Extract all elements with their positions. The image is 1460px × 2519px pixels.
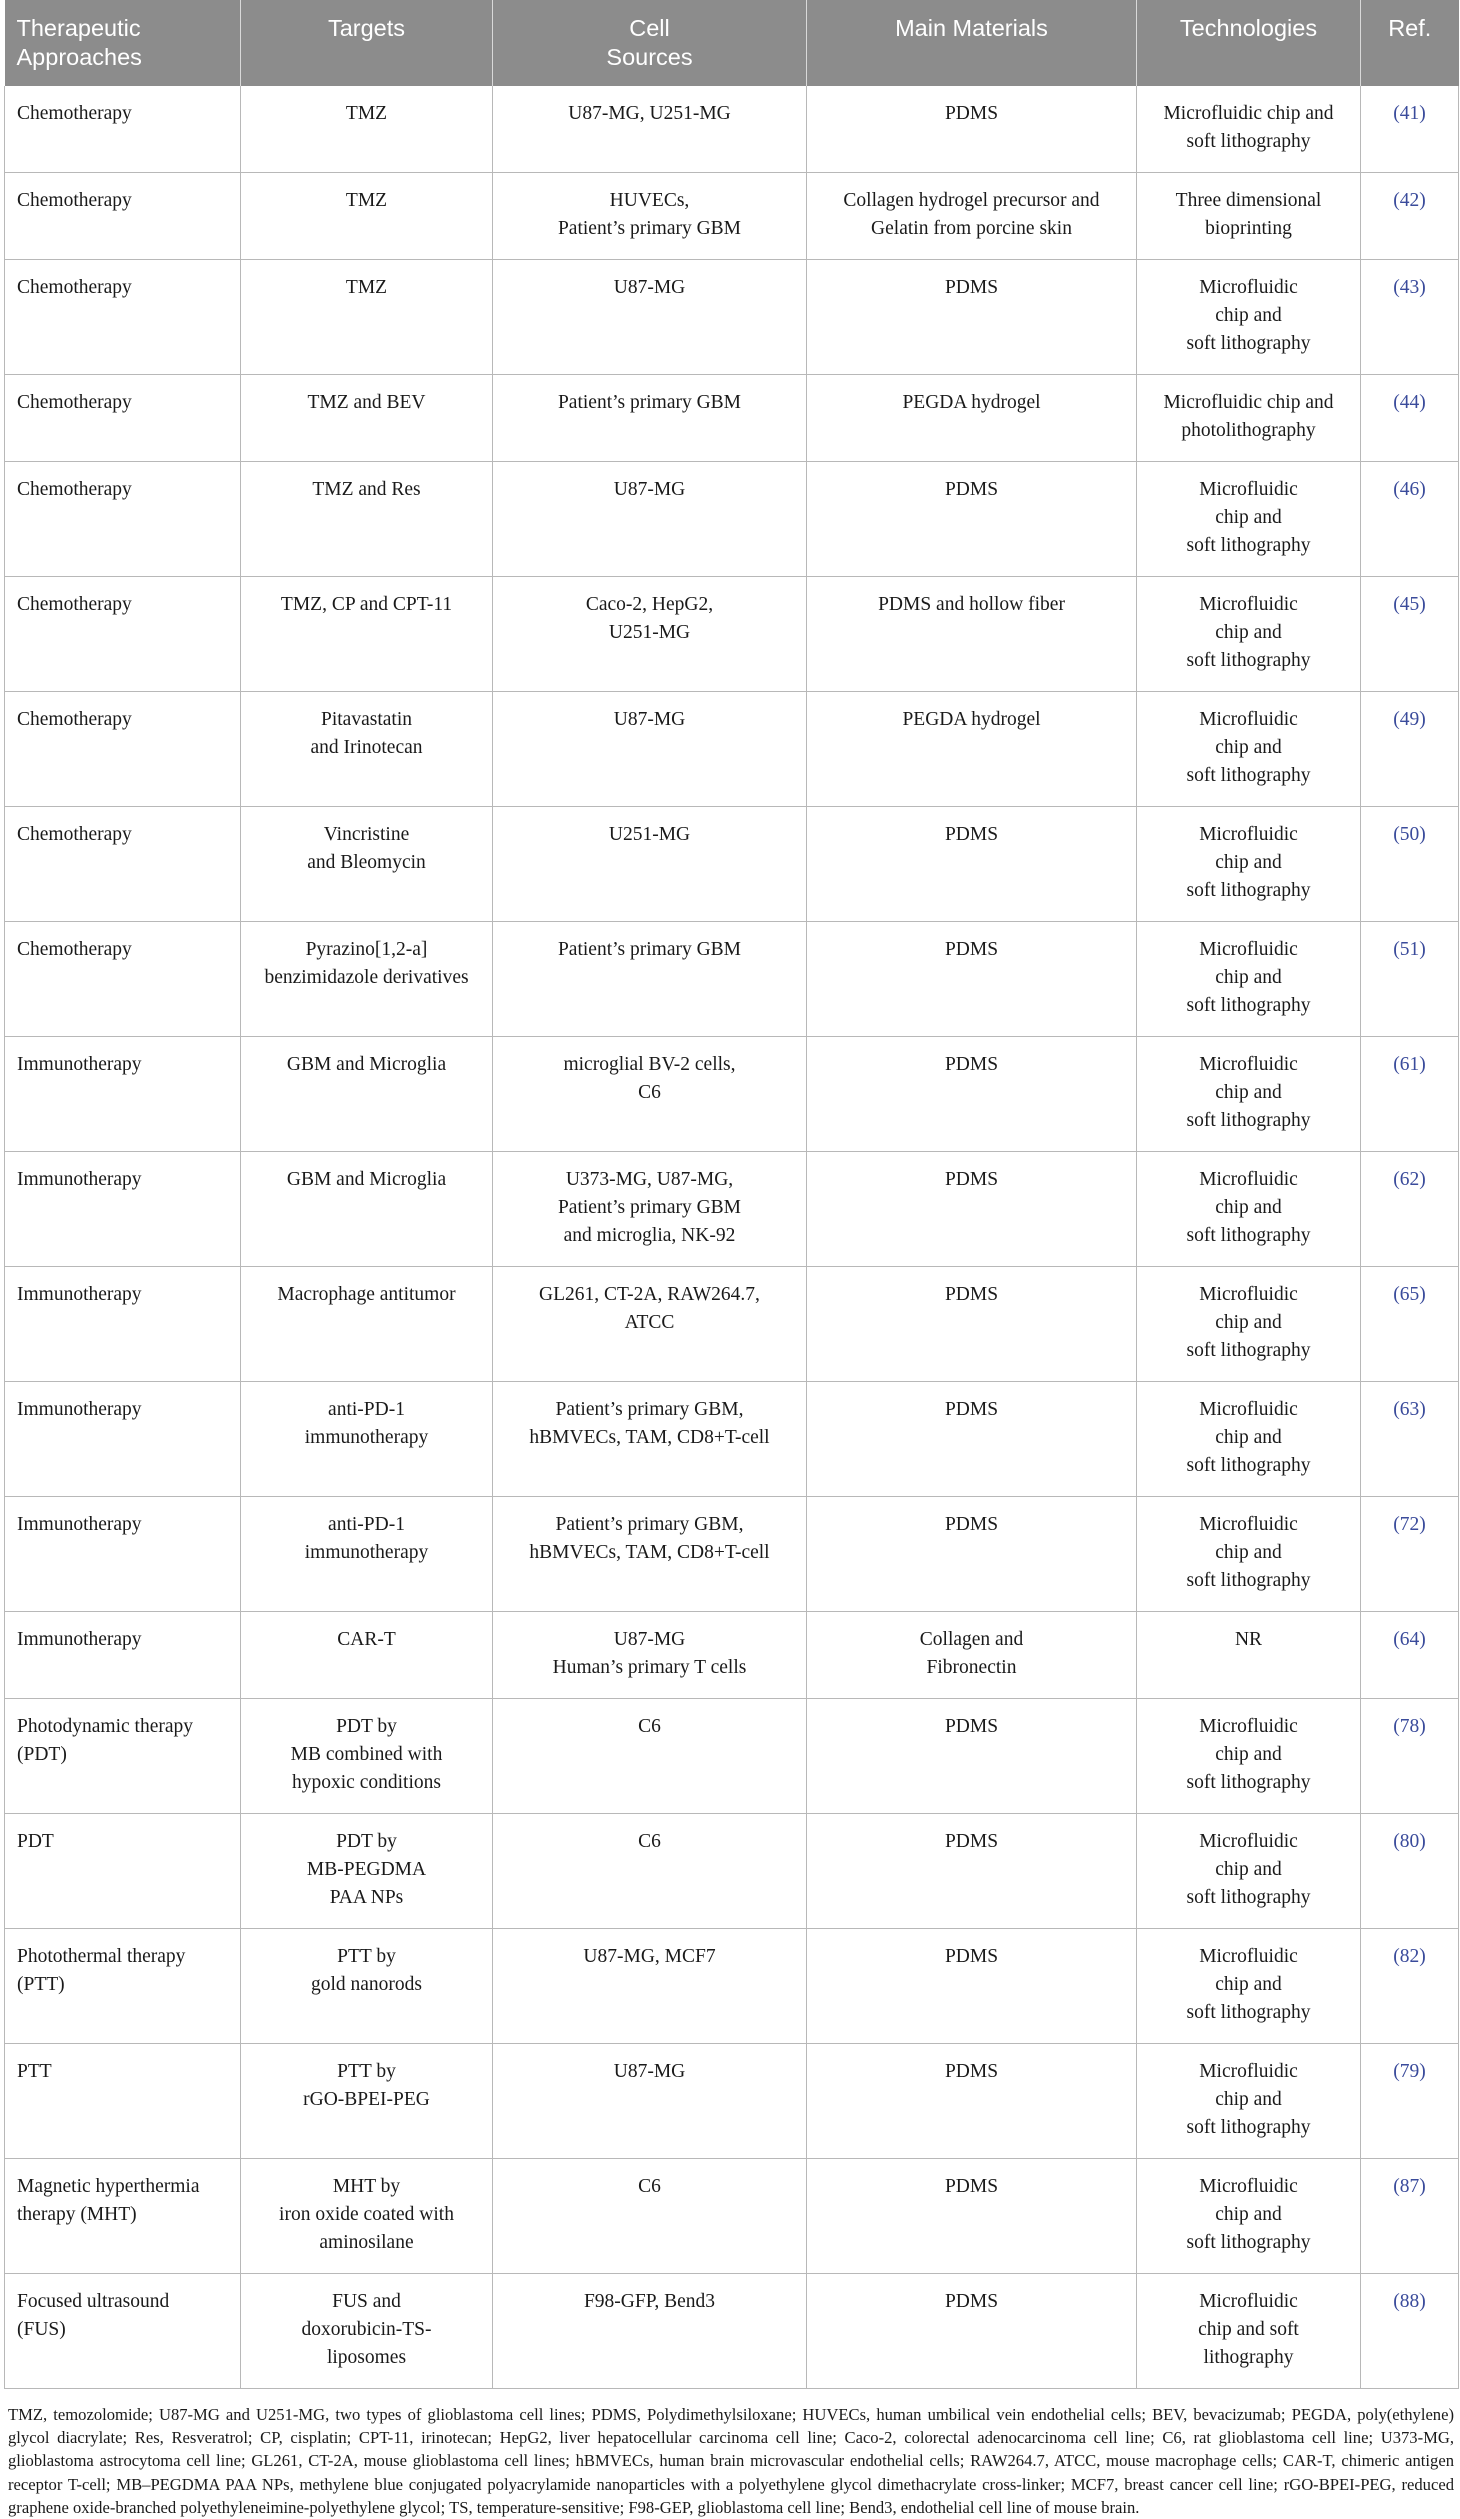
cell-targets: MHT by iron oxide coated with aminosilane: [241, 2159, 493, 2274]
cell-ref[interactable]: (62): [1361, 1152, 1459, 1267]
cell-sources: C6: [493, 2159, 807, 2274]
cell-materials: PDMS: [807, 807, 1137, 922]
cell-materials: PDMS: [807, 462, 1137, 577]
cell-approach: Focused ultrasound (FUS): [5, 2274, 241, 2389]
header-therapeutic-approaches: Therapeutic Approaches: [5, 0, 241, 86]
cell-materials: PDMS: [807, 1267, 1137, 1382]
cell-ref[interactable]: (50): [1361, 807, 1459, 922]
cell-materials: PDMS: [807, 1814, 1137, 1929]
cell-sources: GL261, CT-2A, RAW264.7, ATCC: [493, 1267, 807, 1382]
header-ref: Ref.: [1361, 0, 1459, 86]
cell-approach: Chemotherapy: [5, 86, 241, 173]
table-row: [5, 1814, 1459, 1929]
cell-approach: Chemotherapy: [5, 260, 241, 375]
table-row: [5, 1699, 1459, 1814]
cell-sources: U87-MG, MCF7: [493, 1929, 807, 2044]
cell-sources: Patient’s primary GBM, hBMVECs, TAM, CD8+T-cell: [493, 1382, 807, 1497]
cell-technologies: Microfluidic chip and soft lithography: [1137, 2159, 1361, 2274]
cell-targets: Pyrazino[1,2-a] benzimidazole derivatives: [241, 922, 493, 1037]
cell-targets: anti-PD-1 immunotherapy: [241, 1497, 493, 1612]
cell-technologies: Microfluidic chip and soft lithography: [1137, 260, 1361, 375]
cell-ref[interactable]: (49): [1361, 692, 1459, 807]
cell-ref[interactable]: (61): [1361, 1037, 1459, 1152]
cell-materials: PEGDA hydrogel: [807, 375, 1137, 462]
cell-sources: U87-MG: [493, 462, 807, 577]
cell-approach: PTT: [5, 2044, 241, 2159]
cell-targets: TMZ and Res: [241, 462, 493, 577]
cell-technologies: Microfluidic chip and soft lithography: [1137, 692, 1361, 807]
cell-sources: U87-MG: [493, 260, 807, 375]
cell-sources: U87-MG Human’s primary T cells: [493, 1612, 807, 1699]
header-main-materials: Main Materials: [807, 0, 1137, 86]
header-cell-sources: Cell Sources: [493, 0, 807, 86]
cell-targets: FUS and doxorubicin-TS- liposomes: [241, 2274, 493, 2389]
cell-ref[interactable]: (88): [1361, 2274, 1459, 2389]
cell-targets: Vincristine and Bleomycin: [241, 807, 493, 922]
cell-approach: Chemotherapy: [5, 462, 241, 577]
cell-sources: microglial BV-2 cells, C6: [493, 1037, 807, 1152]
table-row: [5, 2044, 1459, 2159]
cell-technologies: Microfluidic chip and soft lithography: [1137, 577, 1361, 692]
header-row: [5, 0, 1459, 86]
table-row: [5, 2274, 1459, 2389]
cell-technologies: Microfluidic chip and soft lithography: [1137, 462, 1361, 577]
table-row: [5, 922, 1459, 1037]
table-row: [5, 1497, 1459, 1612]
cell-ref[interactable]: (79): [1361, 2044, 1459, 2159]
table-row: [5, 375, 1459, 462]
cell-technologies: Microfluidic chip and soft lithography: [1137, 1267, 1361, 1382]
table-row: [5, 1152, 1459, 1267]
cell-targets: GBM and Microglia: [241, 1152, 493, 1267]
cell-technologies: Three dimensional bioprinting: [1137, 173, 1361, 260]
cell-approach: Chemotherapy: [5, 807, 241, 922]
cell-sources: Patient’s primary GBM: [493, 922, 807, 1037]
cell-technologies: Microfluidic chip and soft lithography: [1137, 86, 1361, 173]
cell-approach: Immunotherapy: [5, 1497, 241, 1612]
cell-technologies: Microfluidic chip and soft lithography: [1137, 2274, 1361, 2389]
cell-technologies: Microfluidic chip and soft lithography: [1137, 807, 1361, 922]
cell-targets: TMZ: [241, 173, 493, 260]
cell-sources: Caco-2, HepG2, U251-MG: [493, 577, 807, 692]
cell-sources: U87-MG: [493, 692, 807, 807]
table-row: [5, 577, 1459, 692]
cell-materials: Collagen and Fibronectin: [807, 1612, 1137, 1699]
cell-approach: Chemotherapy: [5, 692, 241, 807]
cell-materials: PDMS: [807, 260, 1137, 375]
cell-materials: PDMS: [807, 1382, 1137, 1497]
therapy-table: [4, 0, 1459, 2389]
cell-targets: CAR-T: [241, 1612, 493, 1699]
cell-materials: PDMS: [807, 1037, 1137, 1152]
table-row: [5, 1612, 1459, 1699]
cell-targets: anti-PD-1 immunotherapy: [241, 1382, 493, 1497]
cell-technologies: Microfluidic chip and soft lithography: [1137, 1152, 1361, 1267]
cell-sources: U251-MG: [493, 807, 807, 922]
cell-ref[interactable]: (87): [1361, 2159, 1459, 2274]
header-technologies: Technologies: [1137, 0, 1361, 86]
cell-targets: TMZ, CP and CPT-11: [241, 577, 493, 692]
cell-ref[interactable]: (72): [1361, 1497, 1459, 1612]
cell-sources: U87-MG, U251-MG: [493, 86, 807, 173]
table-row: [5, 807, 1459, 922]
cell-approach: Immunotherapy: [5, 1267, 241, 1382]
cell-approach: Chemotherapy: [5, 577, 241, 692]
cell-technologies: Microfluidic chip and soft lithography: [1137, 1699, 1361, 1814]
cell-technologies: Microfluidic chip and soft lithography: [1137, 1037, 1361, 1152]
header-targets: Targets: [241, 0, 493, 86]
cell-materials: PDMS: [807, 2044, 1137, 2159]
table-row: [5, 2159, 1459, 2274]
cell-targets: PDT by MB-PEGDMA PAA NPs: [241, 1814, 493, 1929]
cell-approach: Chemotherapy: [5, 922, 241, 1037]
cell-targets: TMZ and BEV: [241, 375, 493, 462]
cell-materials: Collagen hydrogel precursor and Gelatin from porcine skin: [807, 173, 1137, 260]
cell-materials: PDMS: [807, 1497, 1137, 1612]
table-row: [5, 692, 1459, 807]
cell-sources: Patient’s primary GBM, hBMVECs, TAM, CD8+T-cell: [493, 1497, 807, 1612]
cell-targets: TMZ: [241, 86, 493, 173]
cell-targets: PTT by rGO-BPEI-PEG: [241, 2044, 493, 2159]
cell-materials: PEGDA hydrogel: [807, 692, 1137, 807]
cell-materials: PDMS: [807, 922, 1137, 1037]
table-footnote: TMZ, temozolomide; U87-MG and U251-MG, two types of glioblastoma cell lines; PDMS, Polydimethylsiloxane; HUVECs, human umbilical vein endothelial cells; BEV, bevacizumab; PEGDA, poly(ethylene) glycol diacrylate; Res, Resveratrol; CP, cisplatin; CPT-11, irinotecan; HepG2, liver hepatocellular carcinoma cell line; Caco-2, colorectal adenocarcinoma cell line; C6, rat glioblastoma cell line; U373-MG, glioblastoma astrocytoma cell line; GL261, CT-2A, mouse glioblastoma cell lines; hBMVECs, human brain microvascular endothelial cells; RAW264.7, ATCC, mouse macrophage cells; CAR-T, chimeric antigen receptor T-cell; MB–PEGDMA PAA NPs, methylene blue conjugated polyacrylamide nanoparticles with a polyethylene glycol dimethacrylate cross-linker; MCF7, breast cancer cell line; rGO-BPEI-PEG, reduced graphene oxide-branched polyethyleneimine-polyethylene glycol; TS, temperature-sensitive; F98-GEP, glioblastoma cell line; Bend3, endothelial cell line of mouse brain.: [8, 2405, 1454, 2517]
cell-technologies: Microfluidic chip and soft lithography: [1137, 1814, 1361, 1929]
cell-approach: Immunotherapy: [5, 1152, 241, 1267]
cell-targets: GBM and Microglia: [241, 1037, 493, 1152]
cell-materials: PDMS: [807, 1929, 1137, 2044]
table-row: [5, 173, 1459, 260]
cell-materials: PDMS: [807, 1699, 1137, 1814]
cell-approach: Magnetic hyperthermia therapy (MHT): [5, 2159, 241, 2274]
cell-approach: Photodynamic therapy (PDT): [5, 1699, 241, 1814]
cell-ref[interactable]: (80): [1361, 1814, 1459, 1929]
cell-approach: Photothermal therapy (PTT): [5, 1929, 241, 2044]
cell-ref[interactable]: (44): [1361, 375, 1459, 462]
cell-approach: Chemotherapy: [5, 173, 241, 260]
cell-sources: Patient’s primary GBM: [493, 375, 807, 462]
cell-approach: PDT: [5, 1814, 241, 1929]
cell-ref[interactable]: (41): [1361, 86, 1459, 173]
cell-sources: U373-MG, U87-MG, Patient’s primary GBM and microglia, NK-92: [493, 1152, 807, 1267]
cell-targets: Pitavastatin and Irinotecan: [241, 692, 493, 807]
table-row: [5, 1037, 1459, 1152]
cell-targets: Macrophage antitumor: [241, 1267, 493, 1382]
cell-technologies: Microfluidic chip and soft lithography: [1137, 1497, 1361, 1612]
cell-ref[interactable]: (63): [1361, 1382, 1459, 1497]
cell-sources: U87-MG: [493, 2044, 807, 2159]
cell-sources: C6: [493, 1699, 807, 1814]
cell-technologies: NR: [1137, 1612, 1361, 1699]
cell-targets: PDT by MB combined with hypoxic conditions: [241, 1699, 493, 1814]
cell-technologies: Microfluidic chip and soft lithography: [1137, 922, 1361, 1037]
cell-approach: Chemotherapy: [5, 375, 241, 462]
cell-materials: PDMS: [807, 1152, 1137, 1267]
cell-technologies: Microfluidic chip and soft lithography: [1137, 1382, 1361, 1497]
cell-sources: C6: [493, 1814, 807, 1929]
table-row: [5, 1929, 1459, 2044]
cell-targets: TMZ: [241, 260, 493, 375]
cell-approach: Immunotherapy: [5, 1037, 241, 1152]
table-row: [5, 86, 1459, 173]
cell-sources: HUVECs, Patient’s primary GBM: [493, 173, 807, 260]
cell-materials: PDMS: [807, 2159, 1137, 2274]
cell-approach: Immunotherapy: [5, 1612, 241, 1699]
table-row: [5, 462, 1459, 577]
cell-technologies: Microfluidic chip and soft lithography: [1137, 2044, 1361, 2159]
cell-ref[interactable]: (82): [1361, 1929, 1459, 2044]
cell-materials: PDMS: [807, 2274, 1137, 2389]
cell-ref[interactable]: (42): [1361, 173, 1459, 260]
table-row: [5, 1382, 1459, 1497]
cell-ref[interactable]: (65): [1361, 1267, 1459, 1382]
cell-ref[interactable]: (46): [1361, 462, 1459, 577]
cell-materials: PDMS and hollow fiber: [807, 577, 1137, 692]
cell-targets: PTT by gold nanorods: [241, 1929, 493, 2044]
cell-ref[interactable]: (43): [1361, 260, 1459, 375]
cell-ref[interactable]: (78): [1361, 1699, 1459, 1814]
cell-technologies: Microfluidic chip and soft lithography: [1137, 1929, 1361, 2044]
cell-ref[interactable]: (64): [1361, 1612, 1459, 1699]
cell-sources: F98-GFP, Bend3: [493, 2274, 807, 2389]
table-row: [5, 1267, 1459, 1382]
cell-ref[interactable]: (51): [1361, 922, 1459, 1037]
cell-technologies: Microfluidic chip and photolithography: [1137, 375, 1361, 462]
cell-materials: PDMS: [807, 86, 1137, 173]
cell-ref[interactable]: (45): [1361, 577, 1459, 692]
table-body: [5, 86, 1459, 2389]
table-row: [5, 260, 1459, 375]
cell-approach: Immunotherapy: [5, 1382, 241, 1497]
